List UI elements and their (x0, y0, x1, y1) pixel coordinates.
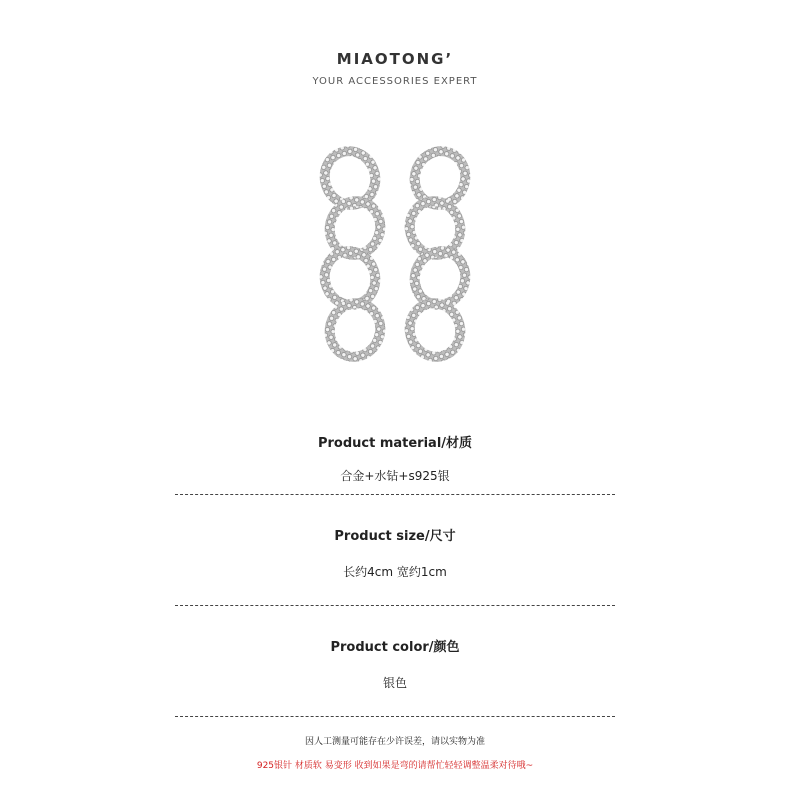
divider (175, 494, 615, 495)
material-title: Product material/材质 (317, 436, 473, 451)
right-earring (402, 145, 472, 364)
divider (175, 605, 615, 606)
product-image (310, 145, 490, 380)
color-value: 银色 (382, 676, 407, 690)
size-value: 长约4cm 宽约1cm (343, 565, 447, 579)
brand-tagline: YOUR ACCESSORIES EXPERT (312, 76, 478, 87)
material-value: 合金+水钻+s925银 (340, 469, 450, 483)
brand-title: MIAOTONG’ (336, 50, 454, 68)
divider (175, 716, 615, 717)
chain-link-earrings-icon (310, 145, 490, 380)
warning-note: 925银针 材质软 易变形 收到如果是弯的请帮忙轻轻调整温柔对待哦~ (256, 761, 534, 771)
size-title: Product size/尺寸 (334, 529, 456, 544)
left-earring (317, 145, 387, 364)
measurement-note: 因人工测量可能存在少许误差，请以实物为准 (304, 737, 485, 747)
color-title: Product color/颜色 (330, 640, 460, 655)
